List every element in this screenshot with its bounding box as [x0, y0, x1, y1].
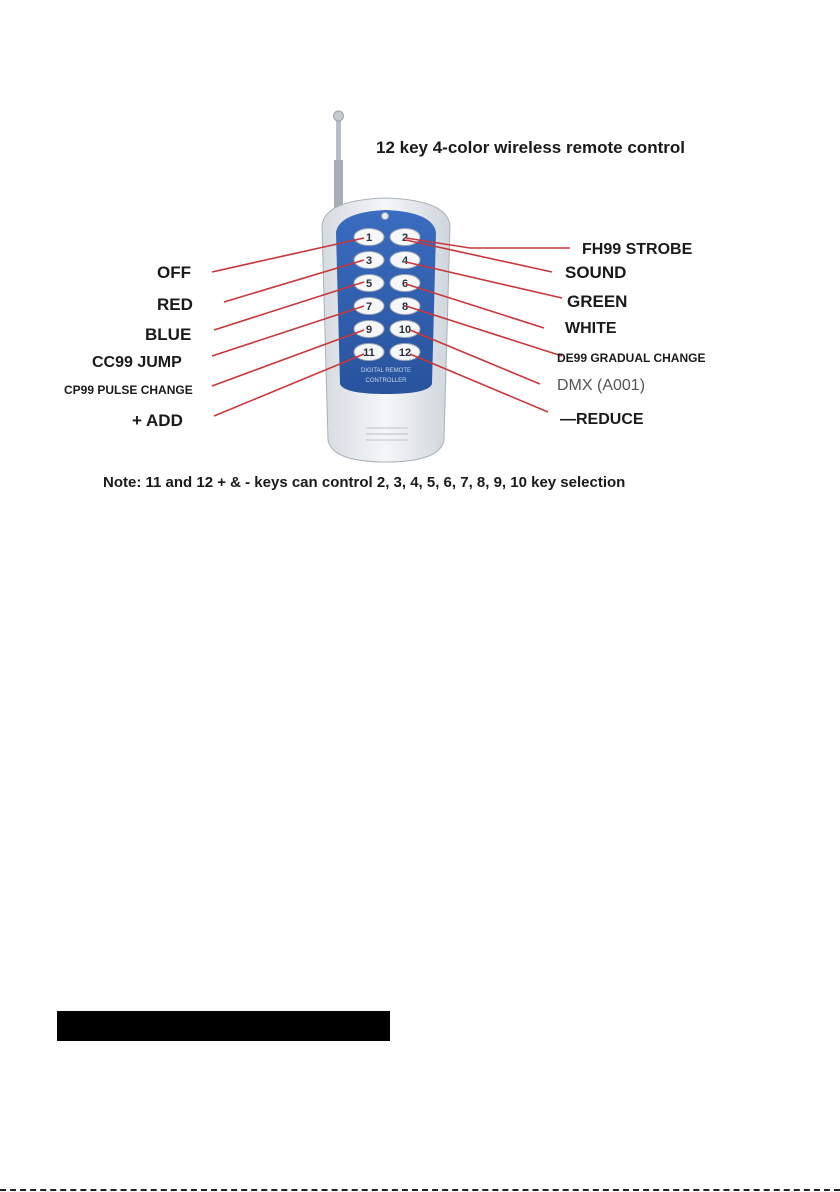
redaction-bar [57, 1011, 390, 1041]
label-green: GREEN [567, 292, 628, 311]
diagram-title: 12 key 4-color wireless remote control [376, 138, 685, 157]
indicator-led [382, 213, 389, 220]
key-9-label: 9 [365, 324, 373, 336]
label-cp99-pulse-change: CP99 PULSE CHANGE [64, 383, 193, 397]
label-cc99-jump: CC99 JUMP [92, 354, 182, 371]
label-add: + ADD [132, 411, 183, 430]
label-off: OFF [157, 263, 191, 282]
key-7-label: 7 [365, 301, 373, 313]
key-6-label: 6 [401, 278, 409, 290]
key-4-label: 4 [401, 255, 409, 267]
remote-brand-line1: DIGITAL REMOTE [360, 368, 412, 374]
label-white: WHITE [565, 320, 617, 337]
key-10-label: 10 [398, 324, 412, 336]
remote-brand-line2: CONTROLLER [365, 378, 407, 384]
label-sound: SOUND [565, 263, 627, 282]
key-11-label: 11 [363, 347, 375, 359]
label-red: RED [157, 295, 193, 314]
label-fh99-strobe: FH99 STROBE [582, 241, 693, 258]
key-8-label: 8 [401, 301, 409, 313]
label-de99-gradual-change: DE99 GRADUAL CHANGE [557, 351, 706, 365]
key-panel [336, 210, 436, 394]
key-1-label: 1 [365, 232, 373, 244]
key-2-label: 2 [401, 232, 409, 244]
page-edge-dashes [0, 1189, 840, 1191]
label-dmx: DMX (A001) [557, 377, 646, 394]
key-12-label: 12 [398, 347, 412, 359]
note-text: Note: 11 and 12 + & - keys can control 2, 3, 4, 5, 6, 7, 8, 9, 10 key selection [103, 474, 626, 491]
key-3-label: 3 [365, 255, 373, 267]
key-5-label: 5 [365, 278, 373, 290]
label-reduce: —REDUCE [560, 411, 644, 428]
label-blue: BLUE [145, 325, 192, 344]
